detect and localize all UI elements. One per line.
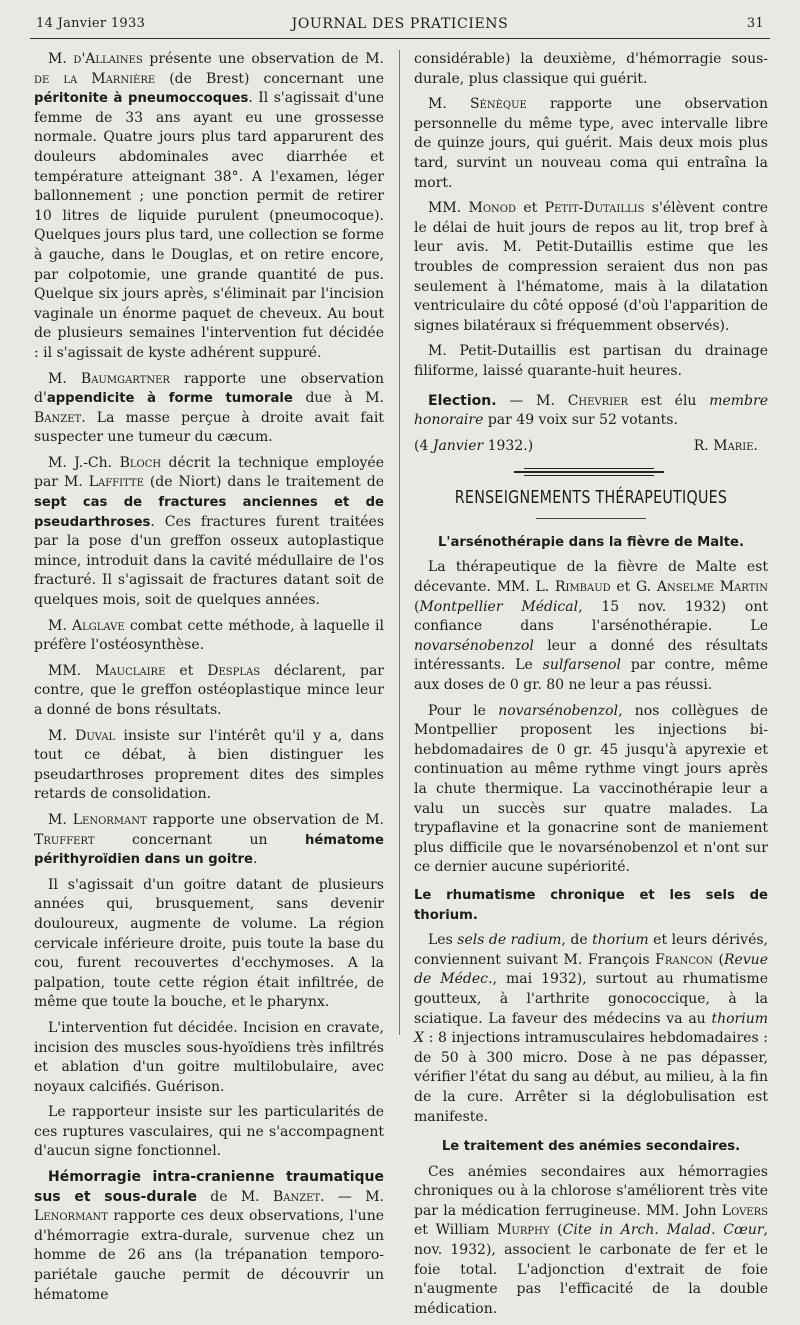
paragraph-duval: M. Duval insiste sur l'intérêt qu'il y a, dans tout ce débat, à bien distinguer les pseudarthroses proprement dites des simples retards de consolidation. bbox=[34, 727, 384, 803]
paragraph-alglave: M. Alglave combat cette méthode, à laquelle il préfère l'ostéosynthèse. bbox=[34, 617, 384, 654]
page-header bbox=[36, 16, 764, 38]
paragraph-hemorragie: Hémorragie intra-cranienne traumatique sus et sous-durale de M. Banzet. — M. Lenormant rapporte ces deux observations, l'une d'hémorragie extra-durale, survenue chez un homme de 26 ans (la trépanation temporo-pariétale gauche permit de découvrir un hématome bbox=[34, 1169, 384, 1303]
paragraph-drainage: M. Petit-Dutaillis est partisan du drainage filiforme, laissé quarante-huit heures. bbox=[414, 343, 768, 379]
paragraph-continuation: considérable) la deuxième, d'hémorragie sous-durale, plus classique qui guérit. bbox=[414, 51, 768, 87]
paragraph-thorium: Les sels de radium, de thorium et leurs dérivés, conviennent suivant M. François Francon (Revue de Médec., mai 1932), surtout au rhumatisme goutteux, à l'arthrite gonococcique, à la sciatique. La faveur des médecins va au thorium X : 8 injections intramusculaires hebdomadaires : de 50 à 300 micro. Dose à ne pas dépasser, vérifier l'état du sang au début, au milieu, à la fin de la cure. Arrêter si la déglobulisation est manifeste. bbox=[414, 932, 768, 1125]
section-title: RENSEIGNEMENTS THÉRAPEUTIQUES bbox=[454, 487, 728, 509]
paragraph-bloch: M. J.-Ch. Bloch décrit la technique employée par M. Laffitte (de Niort) dans le traitement de sept cas de fractures anciennes et de pseudarthroses. Ces fractures furent traitées par la pose d'un greffon osseux autoplastique mince, introduit dans la cavité médullaire de l'os fracturé. Il s'agissait de fractures datant soit de quelques mois, soit de quelques années. bbox=[34, 454, 385, 609]
paragraph-malte-1: La thérapeutique de la fièvre de Malte est décevante. MM. L. Rimbaud et G. Anselme Martin (Montpellier Médical, 15 nov. 1932) ont confiance dans l'arsénothérapie. Le novarsénobenzol leur a donné des résultats intéressants. Le sulfarsenol par contre, même aux doses de 0 gr. 80 ne leur a pas réussi. bbox=[414, 559, 768, 694]
section-rule bbox=[536, 518, 646, 519]
page-number: 31 bbox=[746, 16, 764, 31]
paragraph-baumgartner: M. Baumgartner rapporte une observation d'appendicite à forme tumorale due à M. Banzet. La masse perçue à droite avait fait suspecter une tumeur du cæcum. bbox=[34, 370, 384, 446]
paragraph-rapporteur: Le rapporteur insiste sur les particularités de ces ruptures vasculaires, qui ne s'accompagnent d'aucun signe fonctionnel. bbox=[34, 1104, 384, 1160]
header-rule bbox=[30, 38, 770, 39]
right-column bbox=[414, 50, 768, 1325]
signature-line bbox=[414, 437, 768, 457]
signature-date: (4 Janvier 1932.) bbox=[414, 437, 534, 454]
paragraph-election: Election. — M. Chevrier est élu membre honoraire par 49 voix sur 52 votants. bbox=[414, 392, 768, 429]
paragraph-lenormant: M. Lenormant rapporte une observation de M. Truffert concernant un hématome périthyroïdien dans un goitre. bbox=[34, 811, 384, 868]
paragraph-seneque: M. Sénèque rapporte une observation personnelle du même type, avec intervalle libre de quinze jours, qui guérit. Mais deux mois plus tard, survint un nouveau coma qui entraîna la mort. bbox=[414, 96, 768, 191]
paragraph-mauclaire: MM. Mauclaire et Desplas déclarent, par contre, que le greffon ostéoplastique mince leur a donné de bons résultats. bbox=[34, 662, 384, 718]
paragraph-malte-2: Pour le novarsénobenzol, nos collègues de Montpellier proposent les injections bi-hebdomadaires de 0 gr. 45 jusqu'à apyrexie et continuation au même rythme vingt jours après la chute thermique. La vaccinothérapie leur a valu un succès sur quatre malades. La trypaflavine et la gonacrine sont de maniement plus difficile que le novarsénobenzol et n'ont sur ce dernier aucune supériorité. bbox=[414, 702, 769, 876]
subheading-anemies: Le traitement des anémies secondaires. bbox=[441, 1139, 741, 1155]
signature-author: R. Marie. bbox=[693, 437, 758, 454]
column-divider bbox=[399, 50, 400, 1035]
decorative-rule bbox=[414, 464, 768, 482]
paragraph-anemies: Ces anémies secondaires aux hémorragies chroniques ou à la chlorose s'améliorent très vite par la médication ferrugineuse. MM. John Lovers et William Murphy (Cite in Arch. Malad. Cœur, nov. 1932), associent le carbonate de fer et le foie total. L'adjonction d'extrait de foie n'augmente pas l'efficacité de la double médication. bbox=[414, 1163, 768, 1317]
subheading-rhumatisme: Le rhumatisme chronique et les sels de thorium. bbox=[414, 887, 768, 923]
left-column bbox=[34, 50, 384, 1311]
paragraph-monod: MM. Monod et Petit-Dutaillis s'élèvent contre le délai de huit jours de repos au lit, trop bref à leur avis. M. Petit-Dutaillis estime que les troubles de compression seraient dus non pas seulement à l'hématome, mais à la dilatation ventriculaire du côté opposé (d'où l'apparition de signes bilatéraux si fréquemment observés). bbox=[414, 200, 768, 334]
header-date: 14 Janvier 1933 bbox=[36, 16, 146, 31]
paragraph-intervention: L'intervention fut décidée. Incision en cravate, incision des muscles sous-hyoïdiens très infiltrés et ablation d'un goitre multilobulaire, avec noyaux calcifiés. Guérison. bbox=[34, 1019, 384, 1095]
paragraph-allaines: M. d'Allaines présente une observation de M. de la Marnière (de Brest) concernant une péritonite à pneumoccoques. Il s'agissait d'une femme de 33 ans ayant eu une grossesse normale. Quatre jours plus tard apparurent des douleurs abdominales avec diarrhée et température atteignant 38°. A l'examen, léger ballonnement ; une ponction permit de retirer 10 litres de liquide purulent (pneumocoque). Quelques jours plus tard, une collection se forme à gauche, dans le Douglas, et on retire encore, par colpotomie, une grande quantité de pus. Quelque six jours après, s'éliminait par l'incision vaginale un énorme paquet de cheveux. Au bout de plusieurs semaines l'intervention fut décidée : il s'agissait de kyste adhérent suppuré. bbox=[34, 51, 384, 361]
journal-title: JOURNAL DES PRATICIENS bbox=[291, 16, 509, 32]
paragraph-goitre: Il s'agissait d'un goitre datant de plusieurs années qui, brusquement, sans devenir douloureux, augmente de volume. La région cervicale inférieure droite, puis toute la base du cou, furent recouvertes d'ecchymoses. A la palpation, toute cette région était infiltrée, de même que toute la bouche, et le pharynx. bbox=[34, 876, 384, 1011]
subheading-arsenotherapie: L'arsénothérapie dans la fièvre de Malte. bbox=[438, 534, 744, 550]
